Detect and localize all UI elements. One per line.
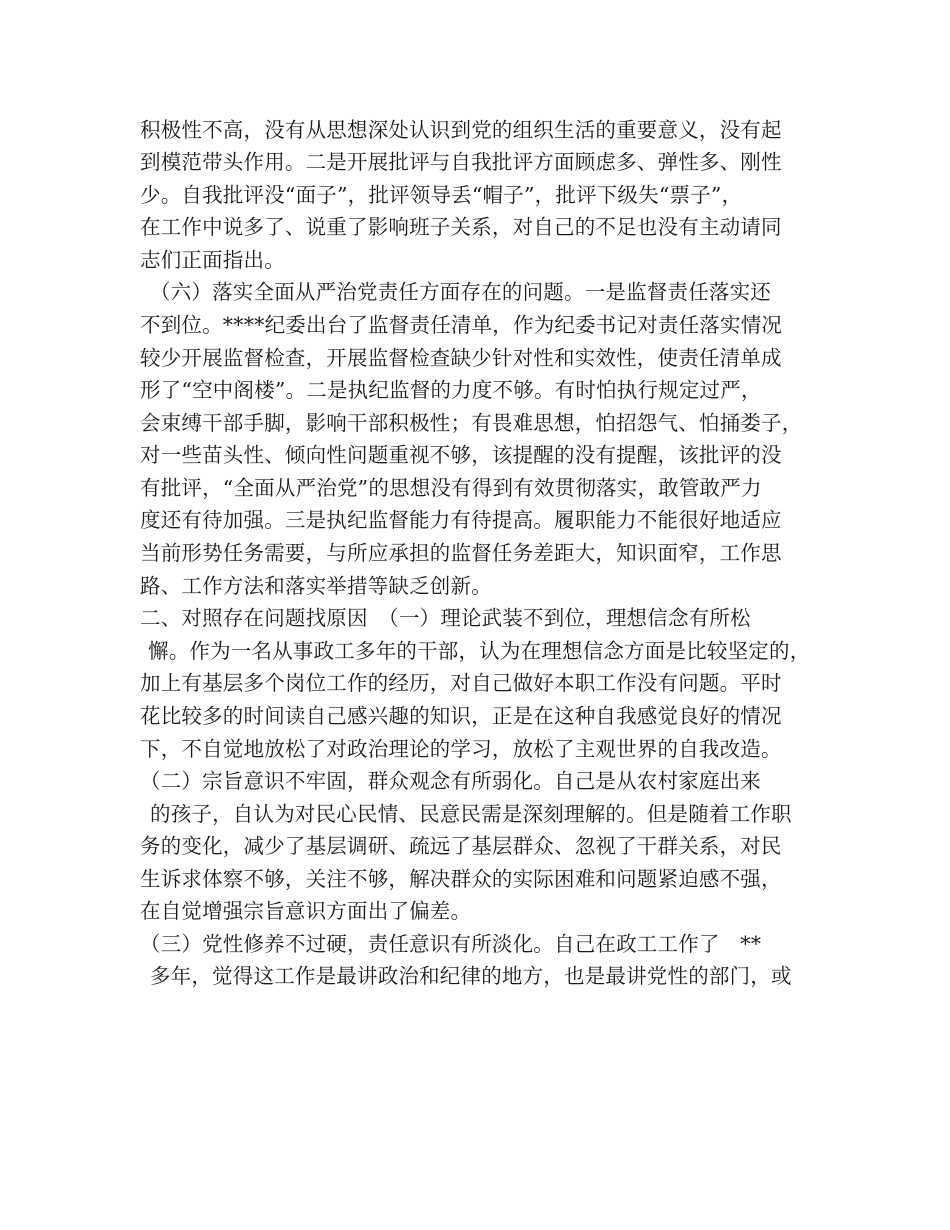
- section-heading-line: 的孩子，自认为对民心民情、民意民需是深刻理解的。但是随着工作职: [150, 802, 792, 826]
- text-line: 路、工作方法和落实举措等缺乏创新。: [140, 574, 492, 598]
- text-line: 二、对照存在问题找原因 （一）理论武装不到位，理想信念有所松: [140, 606, 751, 630]
- text-line: 形了“空中阁楼”。二是执纪监督的力度不够。有时怕执行规定过严，: [140, 378, 762, 402]
- text-line: （三）党性修养不过硬，责任意识有所淡化。自己在政工工作了 **: [140, 932, 762, 956]
- text-line: 不到位。****纪委出台了监督责任清单，作为纪委书记对责任落实情况: [140, 313, 783, 337]
- text-line: 在工作中说多了、说重了影响班子关系，对自己的不足也没有主动请同: [140, 215, 782, 239]
- text-line: 度还有待加强。三是执纪监督能力有待提高。履职能力不能很好地适应: [140, 508, 782, 532]
- text-line: 较少开展监督检查，开展监督检查缺少针对性和实效性，使责任清单成: [140, 346, 782, 370]
- section-heading-line: （六）落实全面从严治党责任方面存在的问题。一是监督责任落实还: [150, 280, 771, 304]
- text-line: 当前形势任务需要，与所应承担的监督任务差距大，知识面窄，工作思: [140, 541, 782, 565]
- section-heading-line: 多年，觉得这工作是最讲政治和纪律的地方，也是最讲党性的部门，或: [150, 964, 792, 988]
- section-heading-line: 懈。作为一名从事政工多年的干部，认为在理想信念方面是比较坚定的，: [148, 639, 811, 663]
- text-line: 少。自我批评没“面子”，批评领导丢“帽子”，批评下级失“票子”，: [140, 183, 743, 207]
- text-line: 有批评，“全面从严治党”的思想没有得到有效贯彻落实，敢管敢严力: [140, 476, 762, 500]
- text-line: 下，不自觉地放松了对政治理论的学习，放松了主观世界的自我改造。: [140, 737, 782, 761]
- text-line: 花比较多的时间读自己感兴趣的知识，正是在这种自我感觉良好的情况: [140, 704, 782, 728]
- text-line: 会束缚干部手脚，影响干部积极性；有畏难思想，怕招怨气、怕捅娄子，: [140, 411, 803, 435]
- text-line: （二）宗旨意识不牢固，群众观念有所弱化。自己是从农村家庭出来: [140, 769, 761, 793]
- text-line: 在自觉增强宗旨意识方面出了偏差。: [140, 899, 472, 923]
- text-line: 务的变化，减少了基层调研、疏远了基层群众、忽视了干群关系，对民: [140, 834, 782, 858]
- text-line: 积极性不高，没有从思想深处认识到党的组织生活的重要意义，没有起: [140, 118, 782, 142]
- text-line: 加上有基层多个岗位工作的经历，对自己做好本职工作没有问题。平时: [140, 671, 782, 695]
- text-line: 到模范带头作用。二是开展批评与自我批评方面顾虑多、弹性多、刚性: [140, 150, 782, 174]
- text-line: 对一些苗头性、倾向性问题重视不够，该提醒的没有提醒，该批评的没: [140, 443, 782, 467]
- text-line: 生诉求体察不够，关注不够，解决群众的实际困难和问题紧迫感不强，: [140, 867, 782, 891]
- text-line: 志们正面指出。: [140, 248, 285, 272]
